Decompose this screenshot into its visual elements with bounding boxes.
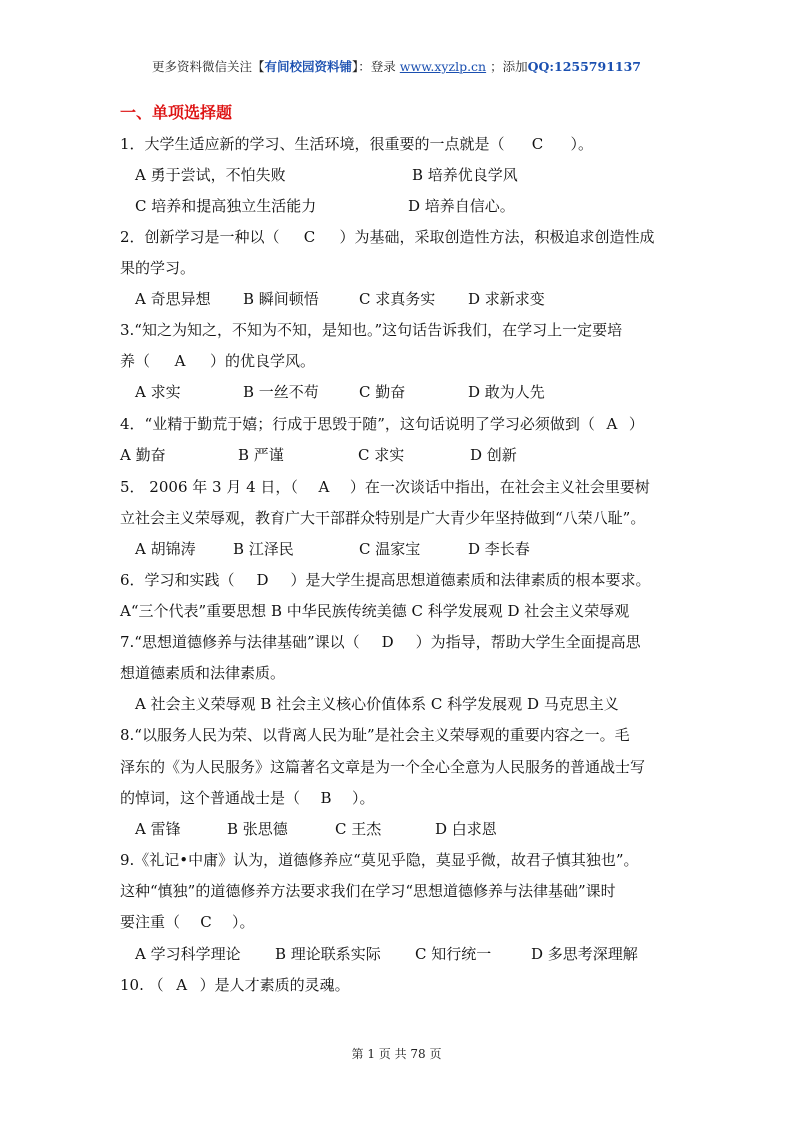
- q3-options: [135, 382, 545, 402]
- header-bracket-right: 】: [352, 59, 359, 74]
- q3-option-a: A 求实: [135, 383, 181, 401]
- page-footer: 第 1 页 共 78 页: [351, 1047, 442, 1061]
- q2-option-a: A 奇思异想: [135, 290, 211, 308]
- q2-stem-cont: 果的学习。: [120, 259, 196, 277]
- q3-stem-cont: 养（ A ）的优良学风。: [120, 352, 316, 370]
- q9-options: [135, 944, 638, 964]
- q8-option-c: C 王杰: [335, 820, 382, 838]
- q9-stem-cont1: 这种“慎独”的道德修养方法要求我们在学习“思想道德修养与法律基础”课时: [120, 882, 616, 900]
- q3-option-d: D 敢为人先: [468, 383, 545, 401]
- q7-stem: 7.“思想道德修养与法律基础”课以（ D ）为指导，帮助大学生全面提高思: [120, 633, 641, 651]
- q1-option-c: C 培养和提高独立生活能力: [135, 197, 317, 215]
- q4-option-c: C 求实: [358, 446, 405, 464]
- q9-option-b: B 理论联系实际: [275, 945, 381, 963]
- q6-options: A“三个代表”重要思想 B 中华民族传统美德 C 科学发展观 D 社会主义荣辱观: [120, 602, 630, 620]
- q2-options: [135, 289, 545, 309]
- q2-option-d: D 求新求变: [468, 290, 545, 308]
- q9-option-c: C 知行统一: [415, 945, 492, 963]
- header-prefix: 更多资料微信关注: [151, 59, 252, 74]
- q8-answer: B: [320, 789, 332, 807]
- q5-option-c: C 温家宝: [359, 540, 421, 558]
- q7-stem-cont: 想道德素质和法律素质。: [120, 664, 286, 682]
- header-qq-number: 1255791137: [554, 59, 641, 74]
- q1-stem: 1．大学生适应新的学习、生活环境，很重要的一点就是（ C ）。: [120, 135, 594, 153]
- header-url-link[interactable]: www.xyzlp.cn: [399, 59, 487, 74]
- q4-stem: 4．“业精于勤荒于嬉；行成于思毁于随”，这句话说明了学习必须做到（ A ）: [120, 415, 644, 433]
- q5-option-b: B 江泽民: [233, 540, 294, 558]
- q4-option-d: D 创新: [470, 446, 517, 464]
- q6-answer: D: [256, 571, 269, 589]
- q8-options: [135, 819, 497, 839]
- header-bracket-left: 【: [252, 59, 265, 74]
- q2-stem: 2．创新学习是一种以（ C ）为基础，采取创造性方法，积极追求创造性成: [120, 228, 655, 246]
- q2-option-c: C 求真务实: [359, 290, 436, 308]
- q3-answer: A: [174, 352, 186, 370]
- q10-stem: 10. （ A ）是人才素质的灵魂。: [120, 976, 350, 994]
- q6-stem: 6．学习和实践（ D ）是大学生提高思想道德素质和法律素质的根本要求。: [120, 571, 651, 589]
- q2-answer: C: [303, 228, 316, 246]
- q8-option-b: B 张思德: [227, 820, 288, 838]
- header-separator: ；添加: [490, 59, 528, 74]
- q7-answer: D: [381, 633, 394, 651]
- q9-stem-cont2: 要注重（ C ）。: [120, 913, 255, 931]
- q10-answer: A: [176, 976, 188, 994]
- q8-stem-cont2: 的悼词，这个普通战士是（ B ）。: [120, 789, 375, 807]
- q5-option-d: D 李长春: [468, 540, 530, 558]
- q1-option-a: A 勇于尝试，不怕失败: [135, 166, 286, 184]
- q4-option-a: A 勤奋: [120, 446, 166, 464]
- q5-answer: A: [318, 478, 330, 496]
- q9-answer: C: [200, 913, 212, 931]
- q3-option-b: B 一丝不苟: [243, 383, 319, 401]
- q8-option-a: A 雷锋: [135, 820, 181, 838]
- section-title: 一、单项选择题: [120, 103, 233, 122]
- q1-options-row1: [135, 165, 518, 185]
- q8-stem-cont1: 泽东的《为人民服务》这篇著名文章是为一个全心全意为人民服务的普通战士写: [120, 758, 646, 776]
- q5-options: [135, 539, 530, 559]
- q3-stem: 3.“知之为知之，不知为不知，是知也。”这句话告诉我们，在学习上一定要培: [120, 321, 623, 339]
- q4-options: [120, 445, 517, 465]
- header-login-text: ：登录: [358, 59, 396, 74]
- q9-stem: 9.《礼记•中庸》认为，道德修养应“莫见乎隐，莫显乎微，故君子慎其独也”。: [120, 851, 639, 869]
- q1-option-d: D 培养自信心。: [408, 197, 515, 215]
- q5-stem-cont: 立社会主义荣辱观，教育广大干部群众特别是广大青少年坚持做到“八荣八耻”。: [120, 509, 646, 527]
- q5-option-a: A 胡锦涛: [135, 540, 196, 558]
- q1-options-row2: [135, 196, 515, 216]
- q4-option-b: B 严谨: [238, 446, 284, 464]
- q3-option-c: C 勤奋: [359, 383, 406, 401]
- q5-stem: 5． 2006 年 3 月 4 日，（ A ）在一次谈话中指出，在社会主义社会里要树: [120, 478, 650, 496]
- q9-option-d: D 多思考深理解: [531, 945, 638, 963]
- q7-options: A 社会主义荣辱观 B 社会主义核心价值体系 C 科学发展观 D 马克思主义: [135, 695, 619, 713]
- page-header: [0, 57, 793, 75]
- q2-option-b: B 瞬间顿悟: [243, 290, 319, 308]
- q8-stem: 8.“以服务人民为荣、以背离人民为耻”是社会主义荣辱观的重要内容之一。毛: [120, 726, 630, 744]
- q4-answer: A: [606, 415, 618, 433]
- header-qq-label: QQ:: [527, 59, 555, 74]
- q1-option-b: B 培养优良学风: [412, 166, 518, 184]
- q1-answer: C: [531, 135, 544, 153]
- header-brand: 有间校园资料铺: [264, 59, 353, 74]
- q8-option-d: D 白求恩: [435, 820, 497, 838]
- q9-option-a: A 学习科学理论: [135, 945, 241, 963]
